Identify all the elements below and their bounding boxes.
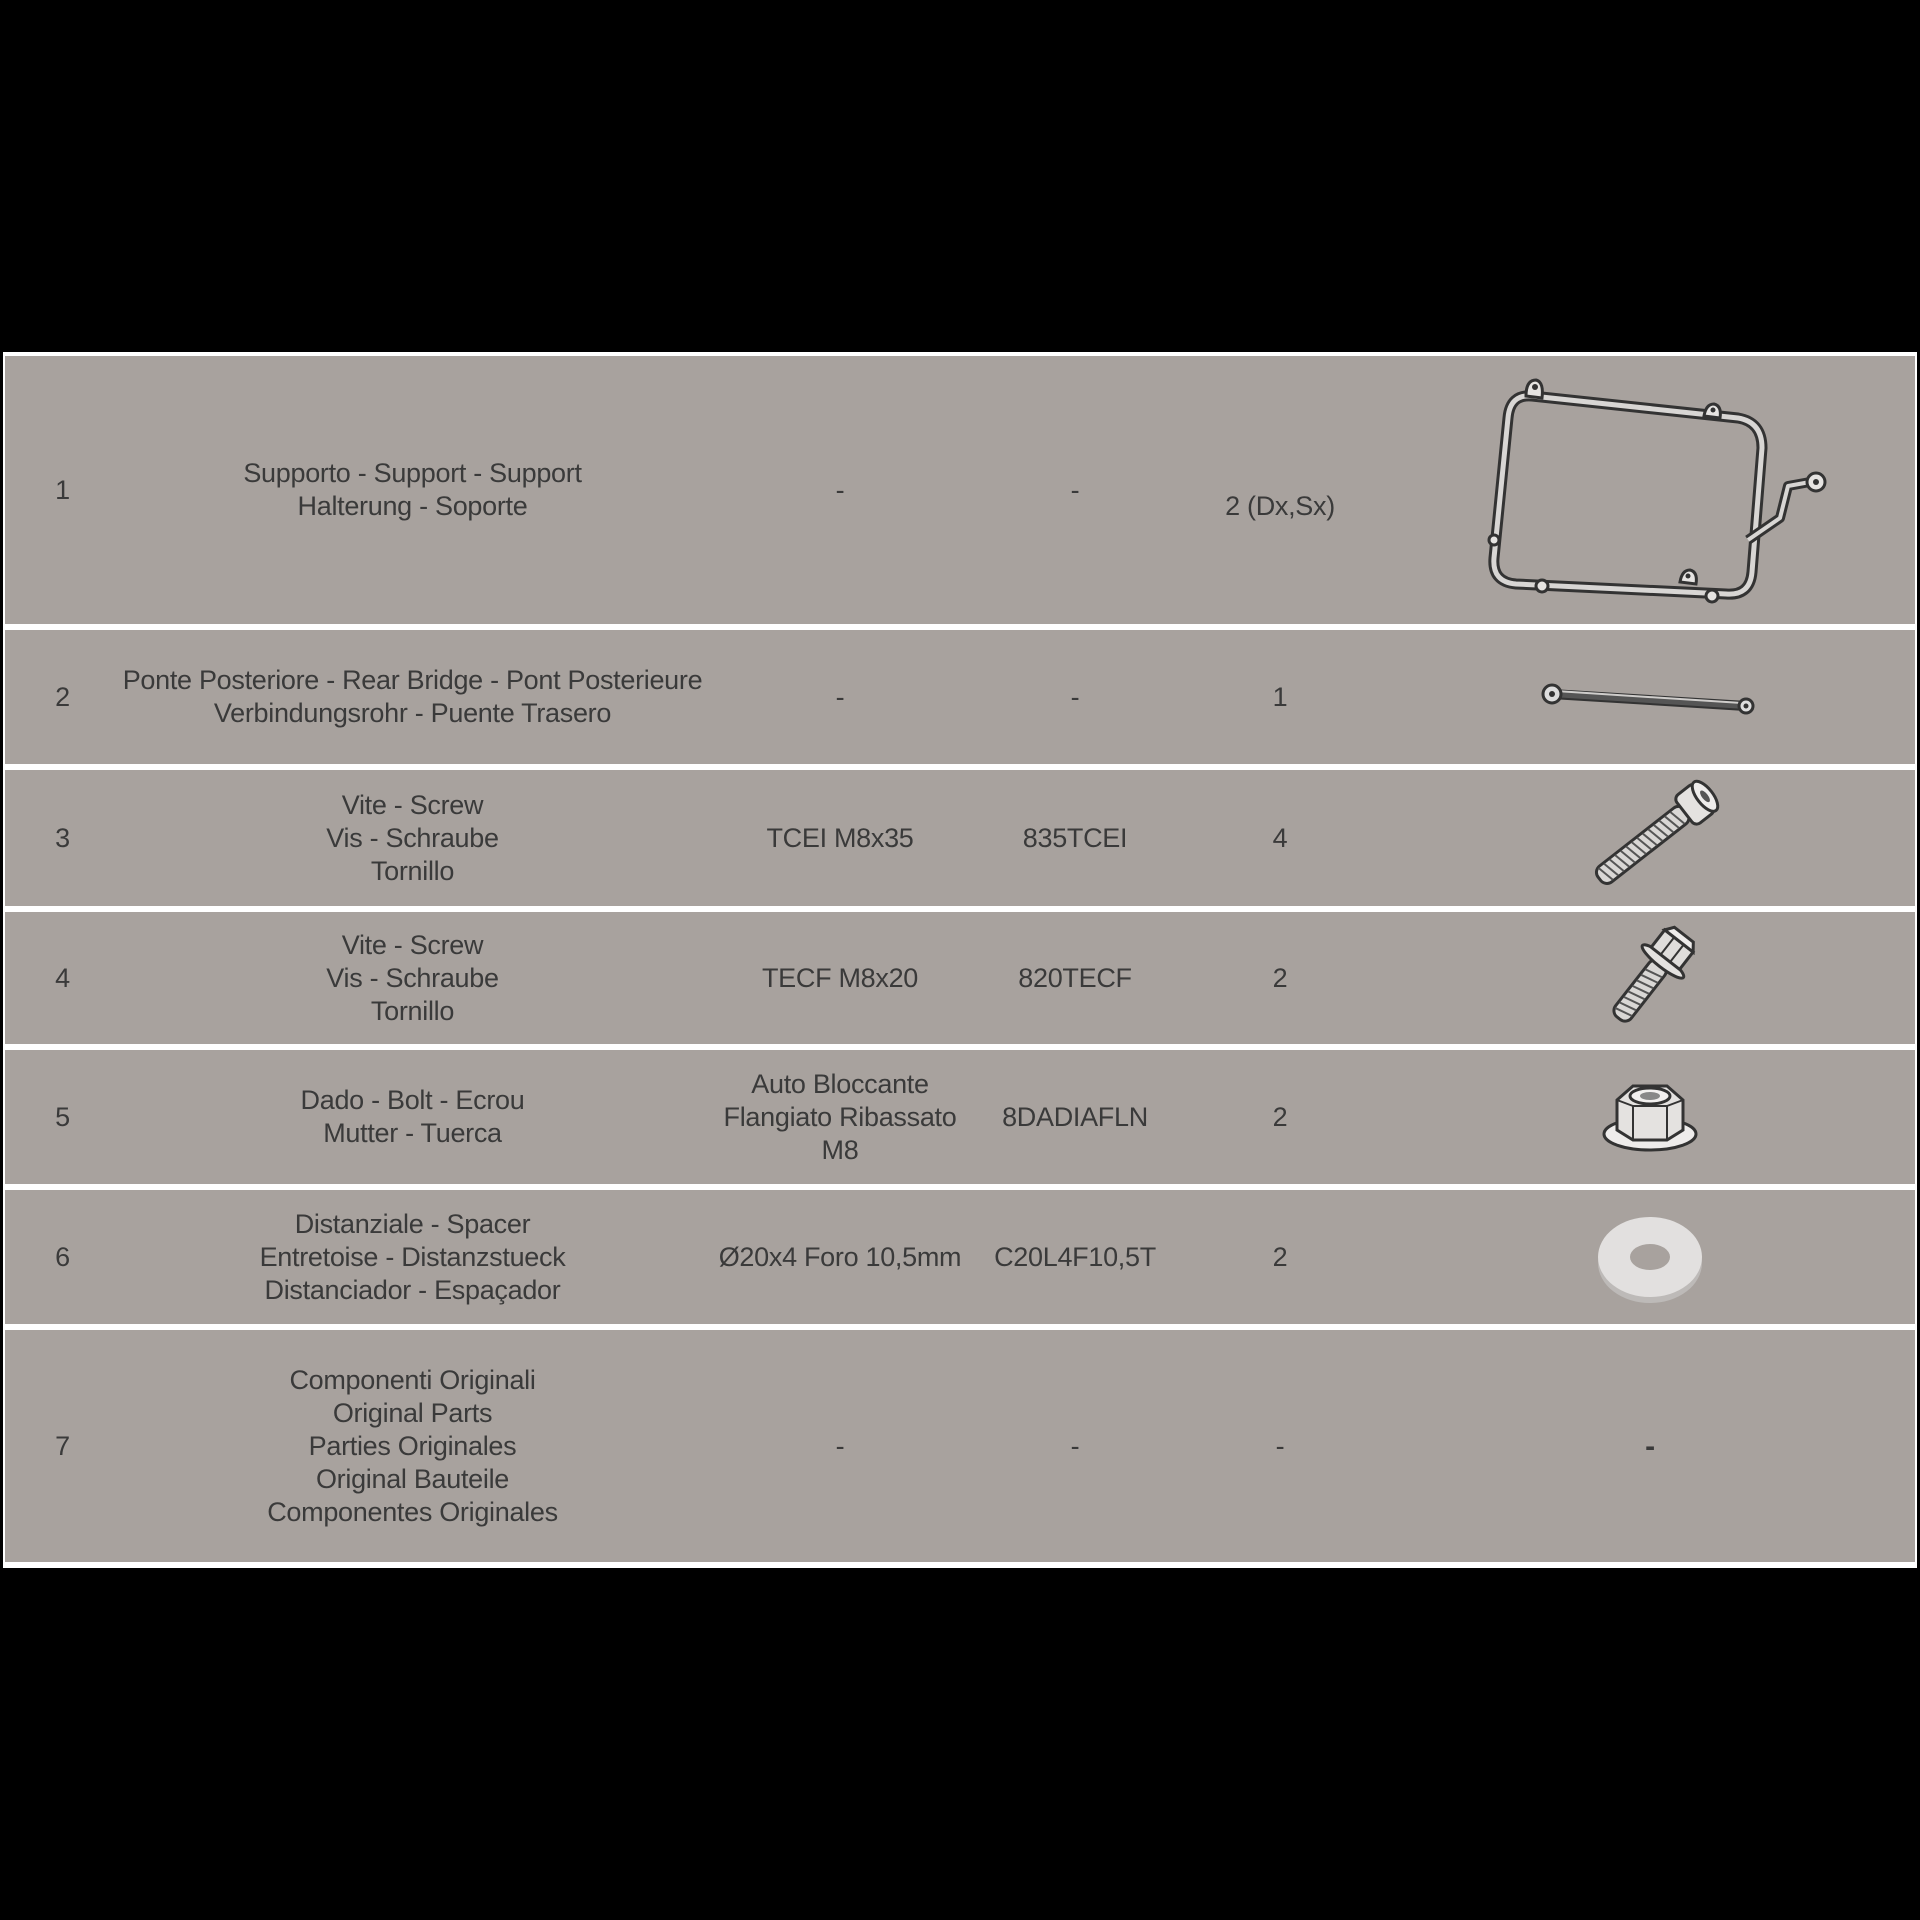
item-quantity: 2 <box>1272 1241 1288 1272</box>
item-article: 835TCEI <box>1022 822 1128 853</box>
item-description: Vite - Screw Vis - Schraube Tornillo <box>326 789 499 886</box>
side-frame-support-icon <box>1470 360 1830 620</box>
table-row <box>5 912 1915 1044</box>
item-code: - <box>835 681 845 712</box>
flange-hex-screw-icon <box>1585 918 1715 1038</box>
item-number: 2 <box>55 681 70 712</box>
rear-bridge-bar-icon <box>1540 672 1760 722</box>
item-image <box>1385 1190 1915 1324</box>
item-description: Dado - Bolt - Ecrou Mutter - Tuerca <box>300 1085 525 1148</box>
item-code: - <box>835 474 845 505</box>
table-row <box>5 770 1915 906</box>
item-description: Supporto - Support - Support Halterung - Soporte <box>243 458 582 521</box>
socket-head-screw-icon <box>1565 773 1735 903</box>
item-number: 4 <box>55 962 70 993</box>
item-description: Distanziale - Spacer Entretoise - Distanzstueck Distanciador - Espaçador <box>259 1208 566 1305</box>
item-description: Vite - Screw Vis - Schraube Tornillo <box>326 929 499 1026</box>
item-article: - <box>1070 1430 1080 1461</box>
item-code: TECF M8x20 <box>761 962 919 993</box>
spacer-washer-icon <box>1590 1207 1710 1307</box>
item-number: 1 <box>55 474 70 505</box>
flange-lock-nut-icon <box>1595 1072 1705 1162</box>
item-article: - <box>1070 681 1080 712</box>
item-article: 820TECF <box>1018 962 1132 993</box>
item-code: Auto Bloccante Flangiato Ribassato M8 <box>723 1068 957 1165</box>
table-row <box>5 356 1915 624</box>
item-quantity: - <box>1275 1430 1285 1461</box>
item-code: Ø20x4 Foro 10,5mm <box>718 1241 962 1272</box>
item-number: 3 <box>55 822 70 853</box>
item-quantity: 2 <box>1272 1101 1288 1132</box>
item-image <box>1385 912 1915 1044</box>
item-image <box>1385 630 1915 764</box>
item-image <box>1385 770 1915 906</box>
item-description: Componenti Originali Original Parts Parties Originales Original Bauteile Componentes Originales <box>267 1364 558 1527</box>
item-article: C20L4F10,5T <box>994 1241 1156 1272</box>
item-number: 6 <box>55 1241 70 1272</box>
item-code: - <box>835 1430 845 1461</box>
item-article: 8DADIAFLN <box>1002 1101 1148 1132</box>
item-image <box>1385 356 1915 624</box>
item-article: - <box>1070 474 1080 505</box>
parts-table <box>3 352 1917 1568</box>
item-image <box>1385 1050 1915 1184</box>
item-quantity: 2 (Dx,Sx) <box>1225 491 1335 521</box>
item-number: 5 <box>55 1101 70 1132</box>
table-row <box>5 630 1915 764</box>
item-description: Ponte Posteriore - Rear Bridge - Pont Posterieure Verbindungsrohr - Puente Trasero <box>122 665 703 728</box>
item-quantity: 2 <box>1272 962 1288 993</box>
table-row <box>5 1050 1915 1184</box>
table-row <box>5 1190 1915 1324</box>
item-number: 7 <box>55 1430 70 1461</box>
item-quantity: 4 <box>1272 822 1288 853</box>
item-image-placeholder: - <box>1645 1429 1655 1463</box>
table-row <box>5 1330 1915 1562</box>
item-code: TCEI M8x35 <box>766 822 914 853</box>
item-quantity: 1 <box>1272 681 1288 712</box>
